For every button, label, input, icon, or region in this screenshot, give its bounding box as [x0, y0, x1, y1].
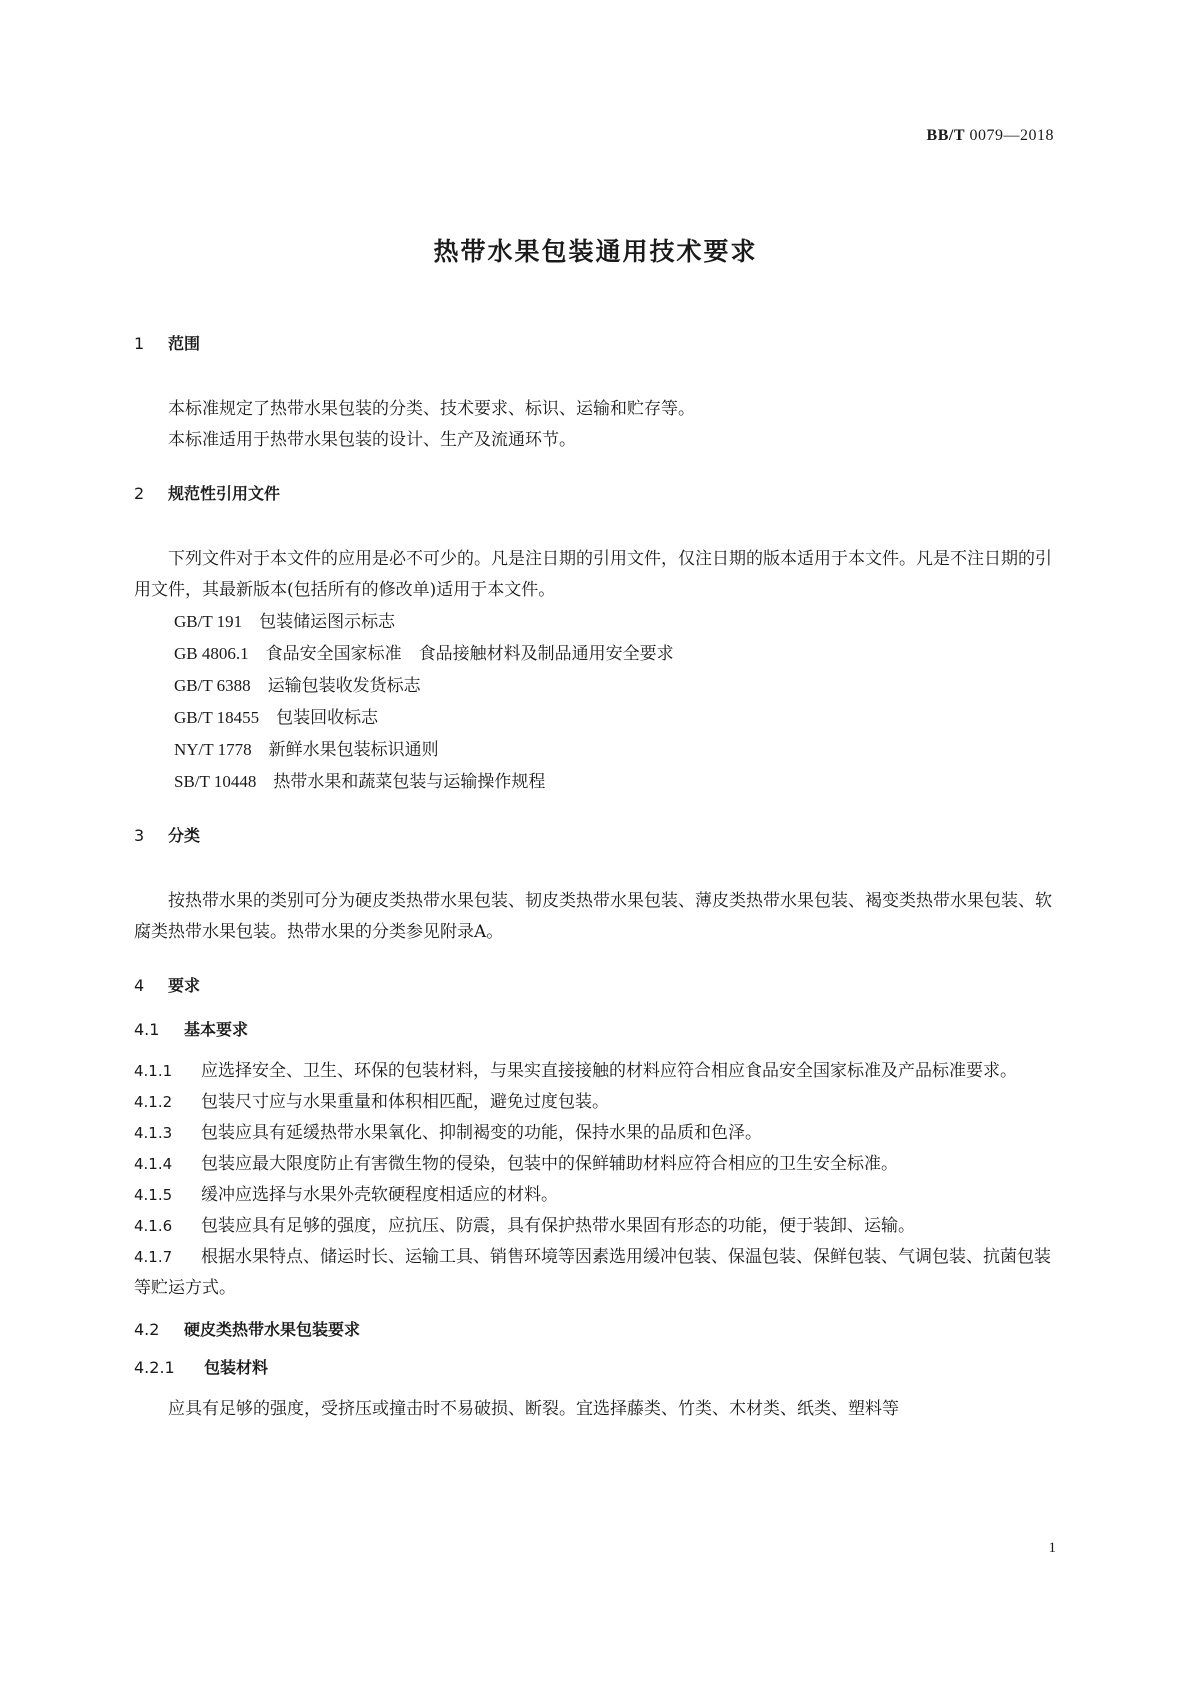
clause-text: 包装应最大限度防止有害微生物的侵染，包装中的保鲜辅助材料应符合相应的卫生安全标准。	[201, 1154, 898, 1174]
reference-name: 新鲜水果包装标识通则	[268, 740, 439, 760]
clause-item	[134, 1149, 1058, 1180]
section-number: 4	[134, 976, 145, 995]
document-body	[134, 332, 1058, 1425]
clause-text: 包装应具有延缓热带水果氧化、抑制褐变的功能，保持水果的品质和色泽。	[201, 1123, 762, 1143]
reference-code: GB 4806.1	[174, 644, 249, 663]
clause-number: 4.1.4	[134, 1155, 173, 1173]
subsection-title: 包装材料	[204, 1358, 269, 1377]
section-number: 3	[134, 826, 145, 845]
clause-number: 4.1.5	[134, 1186, 173, 1204]
subsection-number: 4.2	[134, 1320, 160, 1339]
clause-text: 根据水果特点、储运时长、运输工具、销售环境等因素选用缓冲包装、保温包装、保鲜包装、气调包装、抗菌包装等贮运方式。	[134, 1247, 1051, 1298]
reference-item	[134, 702, 1058, 734]
packaging-material-paragraph: 应具有足够的强度，受挤压或撞击时不易破损、断裂。宜选择藤类、竹类、木材类、纸类、塑料等	[168, 1399, 899, 1419]
clause-number: 4.1.7	[134, 1248, 173, 1266]
standard-number: 0079—2018	[969, 127, 1054, 144]
clause-number: 4.1.2	[134, 1093, 173, 1111]
reference-name: 热带水果和蔬菜包装与运输操作规程	[273, 772, 546, 792]
reference-item	[134, 766, 1058, 798]
reference-code: NY/T 1778	[174, 740, 252, 759]
section-title: 范围	[168, 334, 201, 353]
reference-name: 食品安全国家标准 食品接触材料及制品通用安全要求	[265, 644, 674, 664]
standard-code	[927, 127, 1054, 145]
clause-number: 4.1.6	[134, 1217, 173, 1235]
references-intro: 下列文件对于本文件的应用是必不可少的。凡是注日期的引用文件，仅注日期的版本适用于本文件。凡是不注日期的引用文件，其最新版本(包括所有的修改单)适用于本文件。	[134, 549, 1052, 600]
subsection-title: 硬皮类热带水果包装要求	[184, 1320, 361, 1339]
document-title: 热带水果包装通用技术要求	[433, 237, 758, 266]
section-title: 要求	[168, 976, 201, 995]
reference-name: 运输包装收发货标志	[267, 676, 421, 696]
section-heading-2	[134, 482, 1058, 506]
reference-item	[134, 734, 1058, 766]
clause-text: 包装应具有足够的强度，应抗压、防震，具有保护热带水果固有形态的功能，便于装卸、运输。	[201, 1216, 915, 1236]
subsection-title: 基本要求	[184, 1020, 249, 1039]
scope-paragraph-2: 本标准适用于热带水果包装的设计、生产及流通环节。	[168, 430, 576, 450]
clause-text: 包装尺寸应与水果重量和体积相匹配，避免过度包装。	[201, 1092, 609, 1112]
subsection-number: 4.2.1	[134, 1358, 175, 1377]
subsection-heading-4-2-1	[134, 1356, 1058, 1380]
reference-code: SB/T 10448	[174, 772, 257, 791]
standard-prefix: BB/T	[926, 127, 965, 144]
scope-paragraph-1: 本标准规定了热带水果包装的分类、技术要求、标识、运输和贮存等。	[168, 399, 695, 419]
reference-code: GB/T 18455	[174, 708, 260, 727]
section-heading-1	[134, 332, 1058, 356]
reference-item	[134, 670, 1058, 702]
reference-name: 包装储运图示标志	[259, 612, 396, 632]
reference-code: GB/T 191	[174, 612, 243, 631]
clause-item	[134, 1087, 1058, 1118]
section-heading-3	[134, 824, 1058, 848]
clause-number: 4.1.1	[134, 1062, 173, 1080]
subsection-heading-4-1	[134, 1018, 1058, 1042]
clause-item	[134, 1180, 1058, 1211]
section-number: 2	[134, 484, 145, 503]
page-number: 1	[1048, 1540, 1056, 1556]
clause-item	[134, 1118, 1058, 1149]
clause-text: 应选择安全、卫生、环保的包装材料，与果实直接接触的材料应符合相应食品安全国家标准及产品标准要求。	[201, 1061, 1017, 1081]
subsection-heading-4-2	[134, 1318, 1058, 1342]
classification-paragraph: 按热带水果的类别可分为硬皮类热带水果包装、韧皮类热带水果包装、薄皮类热带水果包装、褐变类热带水果包装、软腐类热带水果包装。热带水果的分类参见附录A。	[134, 891, 1052, 942]
reference-code: GB/T 6388	[174, 676, 251, 695]
clause-text: 缓冲应选择与水果外壳软硬程度相适应的材料。	[201, 1185, 558, 1205]
reference-item	[134, 638, 1058, 670]
section-number: 1	[134, 334, 145, 353]
clause-item	[134, 1211, 1058, 1242]
section-title: 规范性引用文件	[168, 484, 281, 503]
clause-item	[134, 1242, 1058, 1304]
section-heading-4	[134, 974, 1058, 998]
clause-number: 4.1.3	[134, 1124, 173, 1142]
clause-item	[134, 1056, 1058, 1087]
reference-name: 包装回收标志	[276, 708, 379, 728]
subsection-number: 4.1	[134, 1020, 160, 1039]
section-title: 分类	[168, 826, 201, 845]
reference-item	[134, 606, 1058, 638]
